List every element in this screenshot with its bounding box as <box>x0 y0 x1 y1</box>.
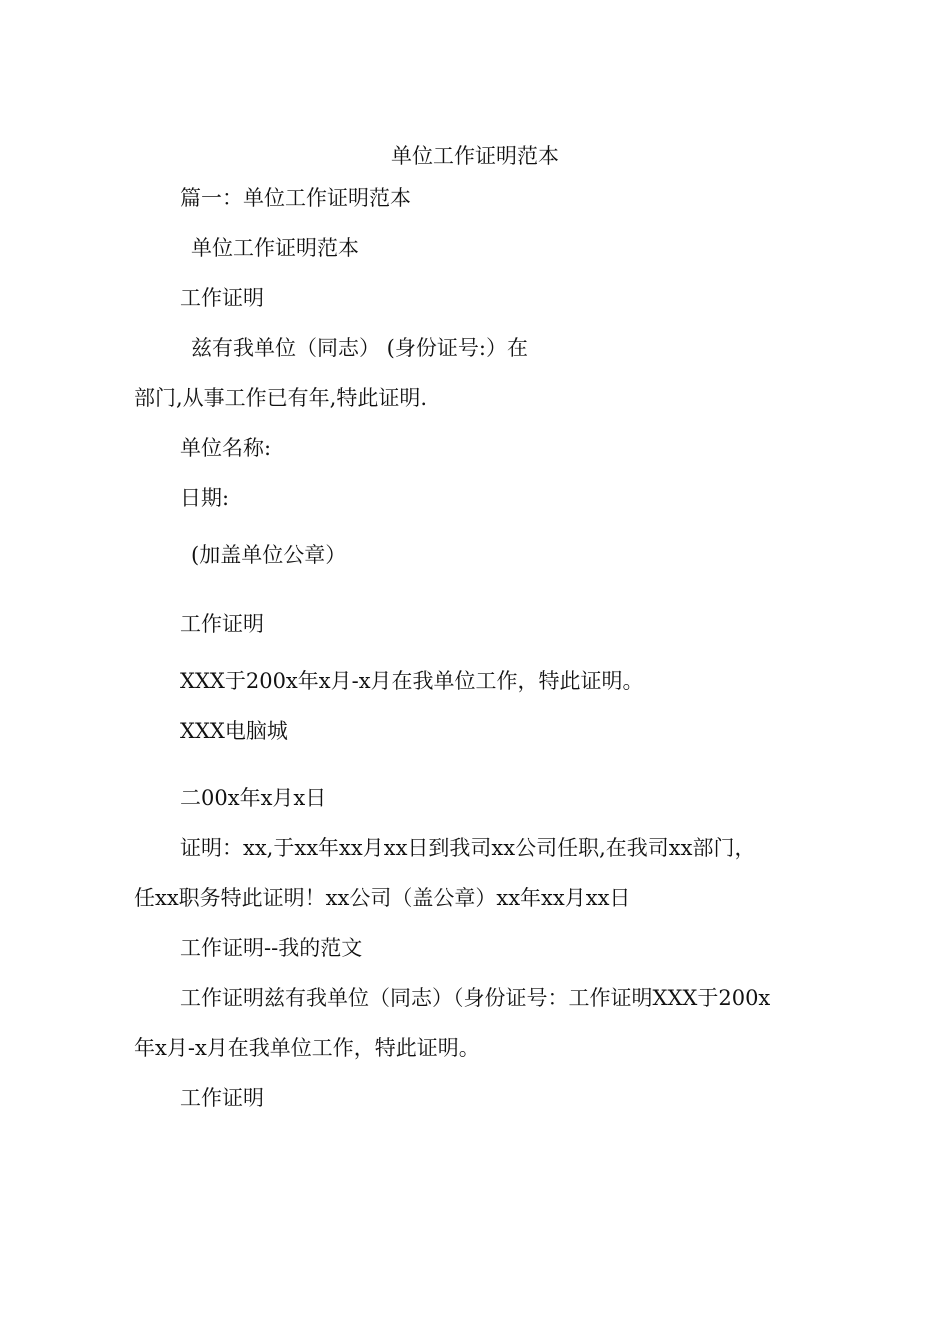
paragraph: 工作证明--我的范文 <box>180 936 363 960</box>
paragraph: 工作证明兹有我单位（同志）（身份证号：工作证明XXX于200x <box>180 986 771 1010</box>
paragraph: 证明：xx,于xx年xx月xx日到我司xx公司任职,在我司xx部门， <box>180 836 756 860</box>
document-title: 单位工作证明范本 <box>391 144 559 168</box>
paragraph: 工作证明 <box>180 1086 264 1110</box>
paragraph: (加盖单位公章） <box>191 543 347 567</box>
paragraph: 日期: <box>180 486 230 510</box>
paragraph: 工作证明 <box>180 286 264 310</box>
section-heading: 篇一：单位工作证明范本 <box>180 186 411 210</box>
paragraph: 兹有我单位（同志） (身份证号:）在 <box>191 336 528 360</box>
sub-heading: 单位工作证明范本 <box>191 236 359 260</box>
paragraph: 工作证明 <box>180 612 264 636</box>
paragraph: 任xx职务特此证明！xx公司（盖公章）xx年xx月xx日 <box>134 886 631 910</box>
paragraph: 年x月-x月在我单位工作，特此证明。 <box>134 1036 480 1060</box>
paragraph: XXX于200x年x月-x月在我单位工作，特此证明。 <box>180 669 644 693</box>
paragraph: XXX电脑城 <box>180 719 288 743</box>
paragraph: 部门,从事工作已有年,特此证明. <box>134 386 428 410</box>
paragraph: 二00x年x月x日 <box>180 786 327 810</box>
paragraph: 单位名称: <box>180 436 272 460</box>
